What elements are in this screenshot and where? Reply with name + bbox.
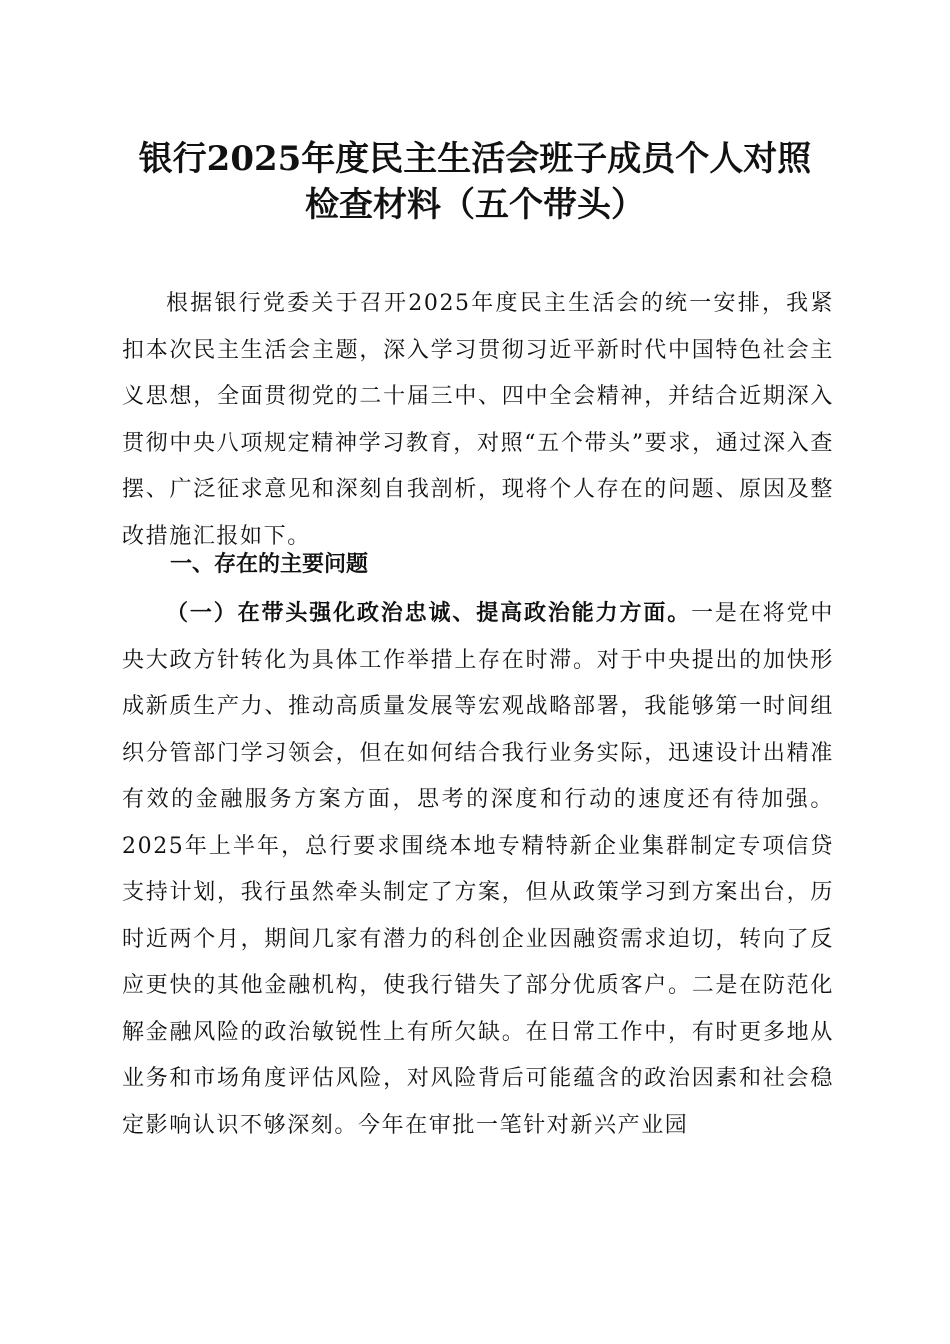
subsection-paragraph-political-loyalty <box>122 591 834 1149</box>
subsection-body-political-loyalty: 一是在将党中央大政方针转化为具体工作举措上存在时滞。对于中央提出的加快形成新质生产力、推动高质量发展等宏观战略部署，我能够第一时间组织分管部门学习领会，但在如何结合我行业务实际，迅速设计出精准有效的金融服务方案方面，思考的深度和行动的速度还有待加强。2025年上半年，总行要求围绕本地专精特新企业集群制定专项信贷支持计划，我行虽然牵头制定了方案，但从政策学习到方案出台，历时近两个月，期间几家有潜力的科创企业因融资需求迫切，转向了反应更快的其他金融机构，使我行错失了部分优质客户。二是在防范化解金融风险的政治敏锐性上有所欠缺。在日常工作中，有时更多地从业务和市场角度评估风险，对风险背后可能蕴含的政治因素和社会稳定影响认识不够深刻。今年在审批一笔针对新兴产业园 <box>122 601 834 1138</box>
subsection-heading-political-loyalty: （一）在带头强化政治忠诚、提高政治能力方面。 <box>166 601 692 626</box>
document-title-line-1: 银行2025年度民主生活会班子成员个人对照 <box>138 139 812 179</box>
intro-paragraph: 根据银行党委关于召开2025年度民主生活会的统一安排，我紧扣本次民主生活会主题，深入学习贯彻习近平新时代中国特色社会主义思想，全面贯彻党的二十届三中、四中全会精神，并结合近期深入贯彻中央八项规定精神学习教育，对照“五个带头”要求，通过深入查摆、广泛征求意见和深刻自我剖析，现将个人存在的问题、原因及整改措施汇报如下。 <box>122 291 834 549</box>
section-heading-main-problems: 一、存在的主要问题 <box>170 552 369 577</box>
document-title-line-2: 检查材料（五个带头） <box>305 185 645 225</box>
